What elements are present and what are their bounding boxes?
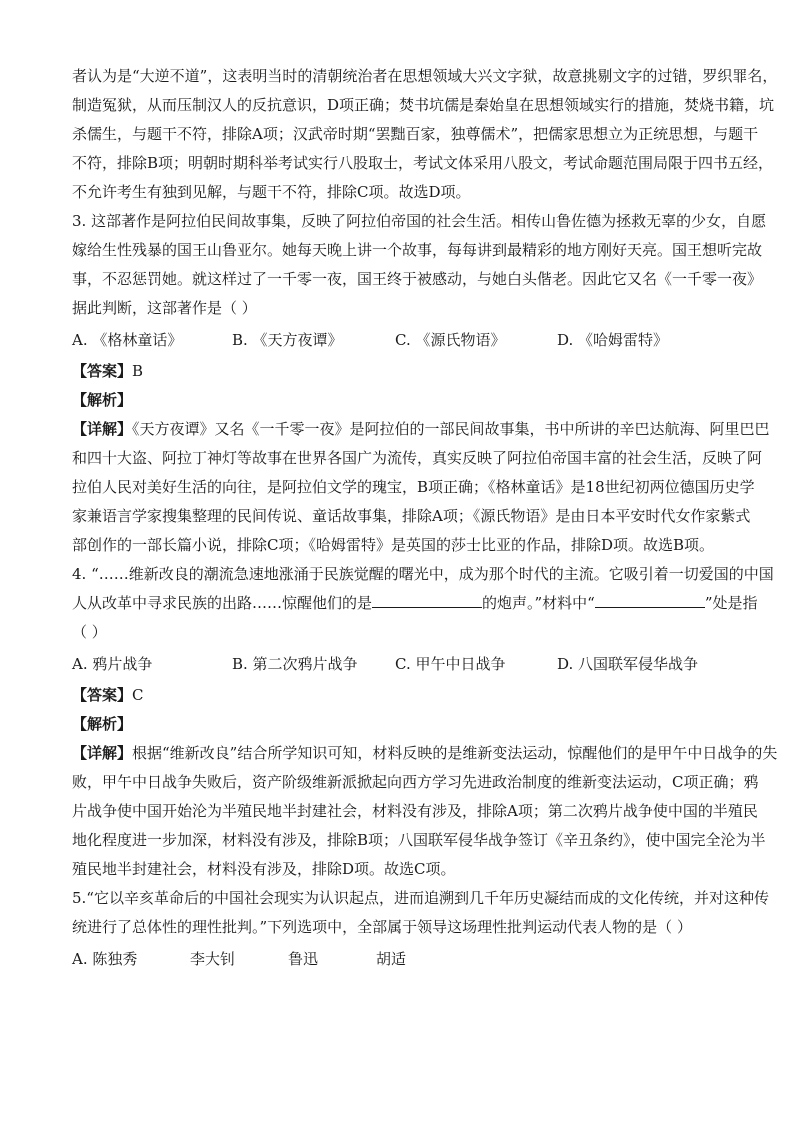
text-line: 不允许考生有独到见解，与题干不符，排除C项。故选D项。: [72, 183, 471, 201]
answer-tag: 【答案】: [72, 686, 133, 704]
detail-line: 拉伯人民对美好生活的向往，是阿拉伯文学的瑰宝，B项正确；《格林童话》是18世纪初两位德国历史学: [72, 478, 755, 496]
detail-line: 和四十大盗、阿拉丁神灯等故事在世界各国广为流传，真实反映了阿拉伯帝国丰富的社会生活，反映了阿: [72, 449, 763, 467]
text-line: 制造冤狱，从而压制汉人的反抗意识，D项正确；焚书坑儒是秦始皇在思想领域实行的措施，焚烧书籍，坑: [72, 96, 775, 114]
question-3: [72, 207, 770, 560]
fill-blank: [595, 591, 705, 608]
option-c: C. 《源氏物语》: [395, 330, 506, 349]
detail-line: 殖民地半封建社会，材料没有涉及，排除D项。故选C项。: [72, 860, 456, 878]
question-5: [72, 884, 769, 976]
question-stem-line: [72, 589, 758, 618]
analysis-line: [72, 710, 722, 739]
detail-text: 根据“维新改良”结合所学知识可知，材料反映的是维新变法运动，惊醒他们的是甲午中日战争的失: [132, 744, 778, 762]
option-a-name: 李大钊: [190, 949, 236, 968]
analysis-tag: 【解析】: [72, 715, 133, 733]
detail-line: 败，甲午中日战争失败后，资产阶级维新派掀起向西方学习先进政治制度的维新变法运动，C项正确；鸦: [72, 773, 759, 791]
detail-line: 家兼语言学家搜集整理的民间传说、童话故事集，排除A项；《源氏物语》是由日本平安时代女作家紫式: [72, 507, 751, 525]
question-stem-line: （ ）: [72, 623, 107, 641]
option-c: C. 甲午中日战争: [395, 654, 506, 673]
fill-blank: [372, 591, 482, 608]
answer-tag: 【答案】: [72, 362, 133, 380]
answer-value: C: [132, 686, 144, 704]
question-stem-line: 4. “……维新改良的潮流急速地涨涌于民族觉醒的曙光中，成为那个时代的主流。它吸引着一切爱国的中国: [72, 565, 774, 583]
text-line: 杀儒生，与题干不符，排除A项；汉武帝时期“罢黜百家，独尊儒术”，把儒家思想立为正统思想，与题干: [72, 125, 759, 143]
detail-line: [72, 415, 770, 444]
detail-line: 片战争使中国开始沦为半殖民地半封建社会，材料没有涉及，排除A项；第二次鸦片战争使中国的半殖民: [72, 802, 758, 820]
detail-tag: 【详解】: [72, 420, 133, 438]
option-b: B. 《天方夜谭》: [232, 330, 343, 349]
text-line: 不符，排除B项；明朝时期科举考试实行八股取士，考试文体采用八股文，考试命题范围局限于四书五经，: [72, 154, 774, 172]
answer-line: [72, 681, 722, 710]
stem-text: 人从改革中寻求民族的出路……惊醒他们的是: [72, 594, 373, 612]
answer-value: B: [132, 362, 144, 380]
question-4: [72, 560, 778, 884]
option-a: A. 鸦片战争: [72, 654, 153, 673]
question-stem-line: 事，不忍惩罚她。就这样过了一千零一夜，国王终于被感动，与她白头偕老。因此它又名《一千零一夜》: [72, 270, 763, 288]
analysis-tag: 【解析】: [72, 391, 133, 409]
previous-explanation: [72, 62, 778, 207]
stem-text: 的炮声。”材料中“: [482, 594, 595, 612]
detail-tag: 【详解】: [72, 744, 133, 762]
document-page: [72, 62, 778, 976]
question-options: [72, 647, 722, 681]
detail-line: 部创作的一部长篇小说，排除C项；《哈姆雷特》是英国的莎士比亚的作品，排除D项。故选B项。: [72, 536, 715, 554]
stem-text: ”处是指: [704, 594, 758, 612]
option-a: A. 陈独秀: [72, 949, 138, 968]
question-options: [72, 323, 722, 357]
option-d: D. 八国联军侵华战争: [557, 654, 699, 673]
question-stem-line: 5.“它以辛亥革命后的中国社会现实为认识起点，进而追溯到几千年历史凝结而成的文化传统，并对这种传: [72, 889, 769, 907]
question-stem-line: 统进行了总体性的理性批判。”下列选项中，全部属于领导这场理性批判运动代表人物的是（ ）: [72, 918, 692, 936]
question-stem-line: 3. 这部著作是阿拉伯民间故事集，反映了阿拉伯帝国的社会生活。相传山鲁佐德为拯救无辜的少女，自愿: [72, 212, 767, 230]
detail-line: [72, 739, 778, 768]
option-d: D. 《哈姆雷特》: [557, 330, 669, 349]
option-a: A. 《格林童话》: [72, 330, 183, 349]
analysis-line: [72, 386, 722, 415]
detail-line: 地化程度进一步加深，材料没有涉及，排除B项；八国联军侵华战争签订《辛丑条约》，使中国完全沦为半: [72, 831, 766, 849]
question-stem-line: 嫁给生性残暴的国王山鲁亚尔。她每天晚上讲一个故事，每每讲到最精彩的地方刚好天亮。国王想听完故: [72, 241, 763, 259]
question-stem-line: 据此判断，这部著作是（ ）: [72, 299, 257, 317]
text-line: 者认为是“大逆不道”，这表明当时的清朝统治者在思想领域大兴文字狱，故意挑剔文字的过错，罗织罪名，: [72, 67, 778, 85]
answer-line: [72, 357, 722, 386]
option-a-name: 胡适: [376, 949, 407, 968]
option-b: B. 第二次鸦片战争: [232, 654, 358, 673]
option-a-name: 鲁迅: [288, 949, 319, 968]
question-options: [72, 942, 722, 976]
detail-text: 《天方夜谭》又名《一千零一夜》是阿拉伯的一部民间故事集，书中所讲的辛巴达航海、阿里巴巴: [132, 420, 770, 438]
